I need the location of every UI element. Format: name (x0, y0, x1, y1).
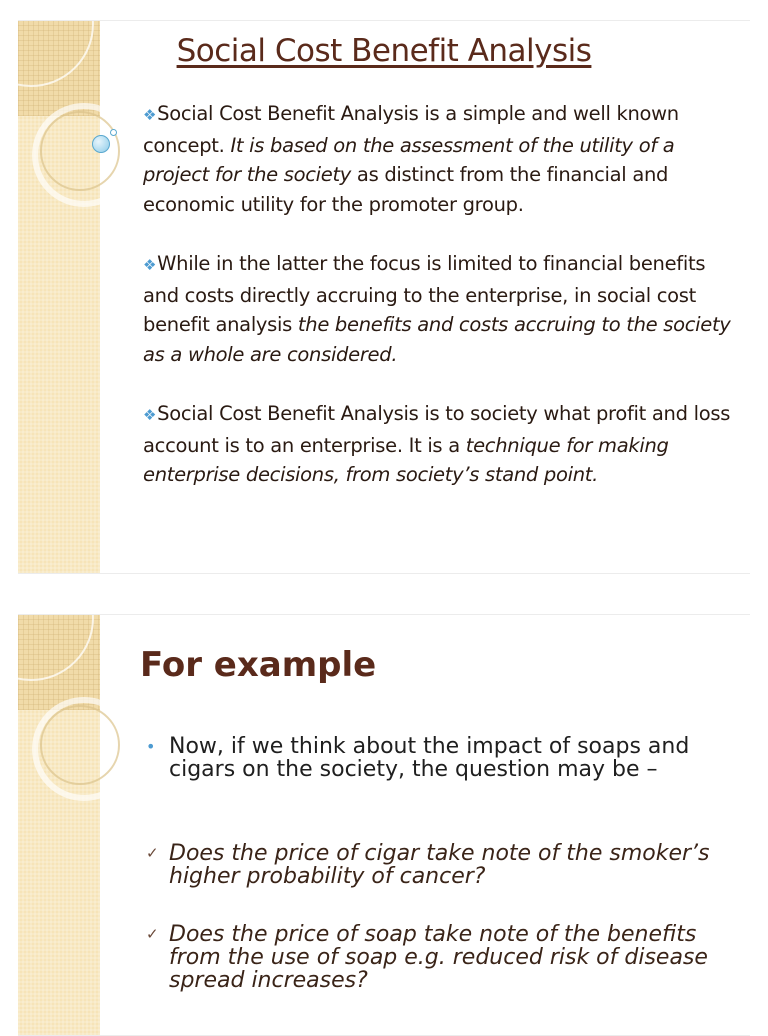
decorative-stripe (18, 615, 100, 1035)
paragraph-text: Social Cost Benefit Analysis is a simple and well known concept. (143, 102, 679, 157)
slide-title: For example (140, 645, 377, 685)
checkmark-icon: ✓ (146, 925, 159, 943)
bubble-icon (110, 129, 117, 136)
paragraph-analogy (143, 399, 735, 490)
paragraph-emphasis: It is based on the assessment of the utility of a project for the society (143, 133, 675, 186)
diamond-bullet-icon: ❖ (143, 106, 157, 124)
paragraph-text: as distinct from the financial and economic utility for the promoter group. (143, 163, 669, 216)
bubble-icon (92, 135, 110, 153)
paragraph-text: Social Cost Benefit Analysis is to society what profit and loss account is to an enterprise. It is a (143, 402, 731, 457)
paragraph-comparison (143, 249, 735, 369)
list-item: Now, if we think about the impact of soaps and cigars on the society, the question may be – (169, 734, 690, 782)
paragraph-definition (143, 99, 735, 219)
slide-title: Social Cost Benefit Analysis (176, 33, 592, 69)
diamond-bullet-icon: ❖ (143, 406, 157, 424)
diamond-bullet-icon: ❖ (143, 256, 157, 274)
slide-2 (18, 614, 750, 1036)
list-item-question: Does the price of soap take note of the benefits from the use of soap e.g. reduced risk of disease spread increases? (169, 922, 708, 993)
paragraph-text: While in the latter the focus is limited to financial benefits and costs directly accruing to the enterprise, in social cost benefit analysis (143, 252, 706, 336)
checkmark-icon: ✓ (146, 844, 159, 862)
paragraph-emphasis: technique for making enterprise decisions, from society’s stand point. (143, 433, 669, 486)
paragraph-emphasis: the benefits and costs accruing to the society as a whole are considered. (143, 313, 731, 366)
bullet-dot-icon: • (146, 737, 156, 756)
slide-1 (18, 20, 750, 574)
decorative-ring (40, 705, 120, 785)
decorative-ring (40, 111, 120, 191)
decorative-stripe (18, 21, 100, 573)
list-item-question: Does the price of cigar take note of the smoker’s higher probability of cancer? (169, 841, 710, 889)
